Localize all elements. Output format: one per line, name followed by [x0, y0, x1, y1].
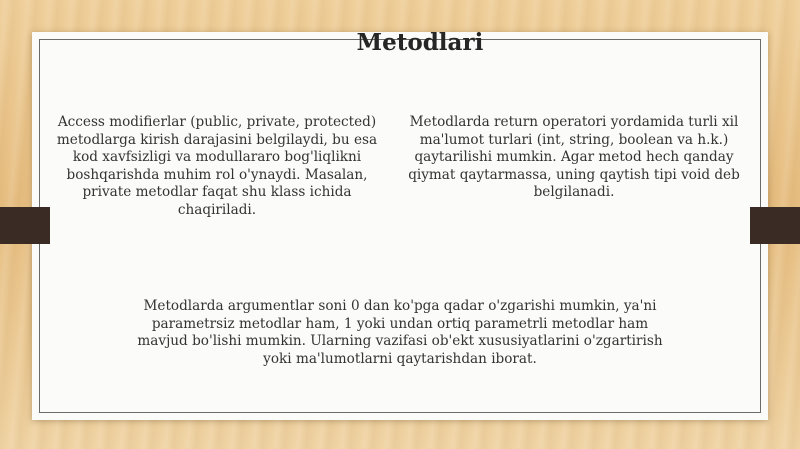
- bottom-paragraph: Metodlarda argumentlar soni 0 dan ko'pga qadar o'zgarishi mumkin, ya'ni parametrsiz metodlar ham, 1 yoki undan ortiq parametrli metodlar ham mavjud bo'lishi mumkin. Ularning vazifasi ob'ekt xususiyatlarini o'zgartirish yoki ma'lumotlarni qaytarishdan iborat.: [137, 298, 663, 367]
- right-paragraph: Metodlarda return operatori yordamida turli xil ma'lumot turlari (int, string, boolean va h.k.) qaytarilishi mumkin. Agar metod hech qanday qiymat qaytarmassa, uning qaytish tipi void deb belgilanadi.: [408, 114, 740, 200]
- left-accent-band: [0, 207, 50, 244]
- left-paragraph: Access modifierlar (public, private, protected) metodlarga kirish darajasini belgilaydi, bu esa kod xavfsizligi va modullararo bog'liqlikni boshqarishda muhim rol o'ynaydi. Masalan, private metodlar faqat shu klass ichida chaqiriladi.: [56, 114, 378, 218]
- slide-title: Metodlari: [356, 29, 484, 56]
- right-accent-band: [750, 207, 800, 244]
